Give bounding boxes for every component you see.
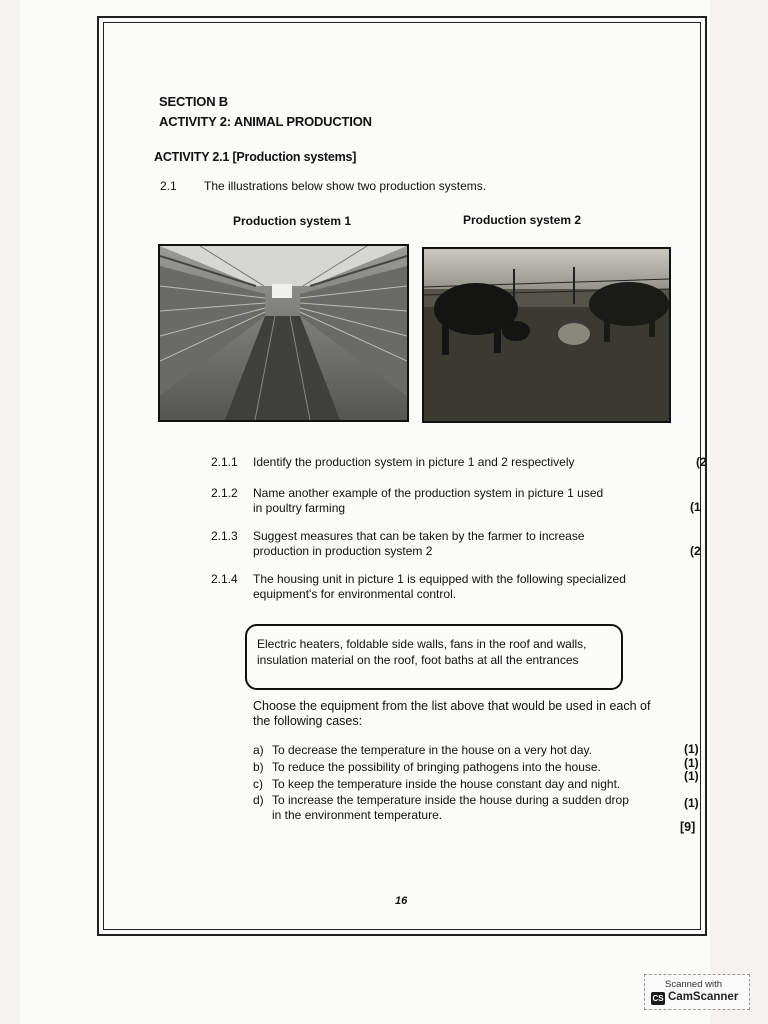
subquestion-text: Identify the production system in picture 1 and 2 respectively (253, 455, 575, 469)
camscanner-logo-icon: CS (652, 994, 664, 1003)
instruction-text: Choose the equipment from the list above that would be used in each of the following cases: (253, 699, 651, 728)
subquestion-mark: (2 (690, 544, 701, 558)
case-text: To keep the temperature inside the house constant day and night. (272, 777, 621, 791)
equipment-list-box: Electric heaters, foldable side walls, fans in the roof and walls, insulation material on the roof, foot baths at all the entrances (245, 624, 623, 690)
total-marks: [9] (680, 820, 696, 834)
subquestion-mark: (2 (696, 455, 707, 469)
case-mark: (1) (684, 796, 699, 810)
case-text: To decrease the temperature in the house on a very hot day. (272, 743, 592, 757)
camscanner-watermark (644, 974, 750, 1010)
subquestion-mark: (1 (690, 500, 701, 514)
case-letter: a) (253, 743, 264, 757)
case-letter: b) (253, 760, 264, 774)
activity-heading: ACTIVITY 2: ANIMAL PRODUCTION (159, 114, 372, 129)
sub-activity-heading: ACTIVITY 2.1 [Production systems] (154, 150, 357, 164)
case-letter: c) (253, 777, 263, 791)
question-text: The illustrations below show two production systems. (204, 179, 487, 193)
section-heading: SECTION B (159, 94, 228, 109)
page-number: 16 (395, 895, 408, 907)
case-mark: (1) (684, 769, 699, 783)
scanned-with-text: Scanned with (665, 979, 723, 990)
production-system-1-label: Production system 1 (233, 214, 352, 228)
subquestion-text: The housing unit in picture 1 is equipped with the following specialized equipment's for environmental control. (253, 572, 626, 601)
subquestion-number: 2.1.3 (211, 529, 238, 543)
camscanner-name: CamScanner (668, 991, 739, 1003)
cattle-grazing-photo (422, 247, 671, 423)
subquestion-number: 2.1.4 (211, 572, 238, 586)
case-letter: d) (253, 793, 264, 807)
case-mark: (1) (684, 756, 699, 770)
subquestion-text: Name another example of the production system in picture 1 used in poultry farming (253, 486, 604, 515)
subquestion-number: 2.1.2 (211, 486, 238, 500)
production-system-2-label: Production system 2 (463, 213, 582, 227)
subquestion-number: 2.1.1 (211, 455, 238, 469)
poultry-house-photo (158, 244, 409, 422)
case-mark: (1) (684, 742, 699, 756)
case-text: To increase the temperature inside the house during a sudden drop in the environment temperature. (272, 793, 629, 822)
subquestion-text: Suggest measures that can be taken by the farmer to increase production in production system 2 (253, 529, 585, 558)
question-number: 2.1 (160, 179, 177, 193)
case-text: To reduce the possibility of bringing pathogens into the house. (272, 760, 601, 774)
